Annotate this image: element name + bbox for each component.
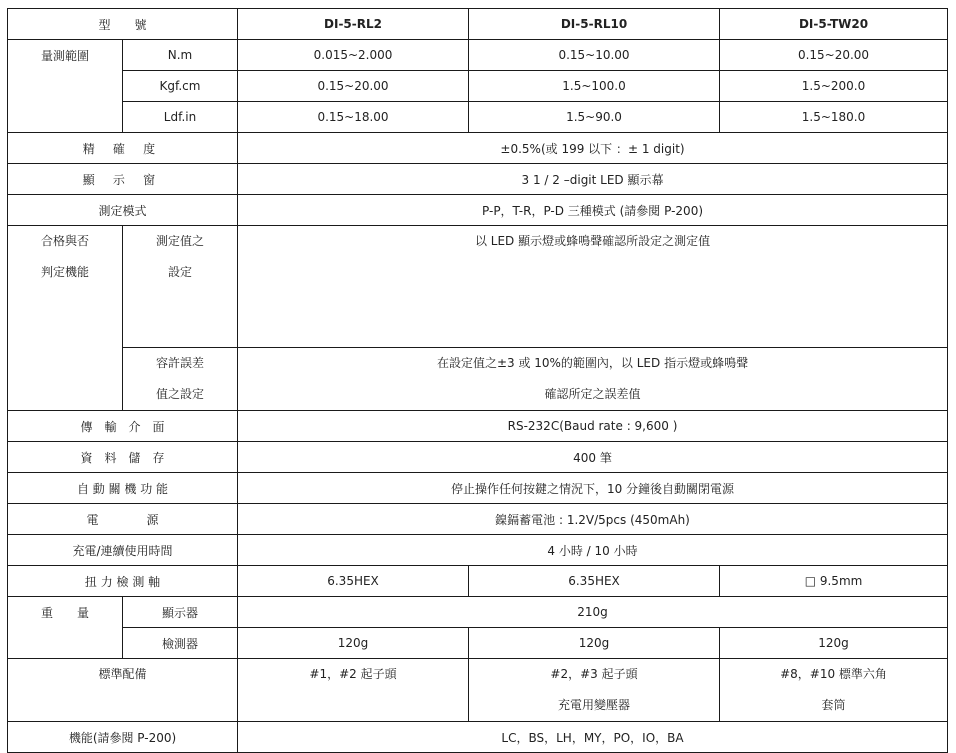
storage-value: 400 筆	[238, 442, 948, 473]
measure-mode-row	[8, 195, 948, 226]
accessories-col1-text: #1，#2 起子頭	[309, 667, 397, 681]
auto-off-value: 停止操作任何按鍵之情況下，10 分鐘後自動關閉電源	[238, 473, 948, 504]
weight-detector-value: 120g	[469, 628, 720, 659]
set-value-value	[238, 226, 948, 348]
header-row	[8, 9, 948, 40]
accessories-col3-line2: 套筒	[821, 698, 846, 712]
accessories-label	[8, 659, 238, 722]
range-value: 0.15~10.00	[469, 40, 720, 71]
functions-value: LC，BS，LH，MY，PO，IO，BA	[238, 722, 948, 753]
set-value-label	[123, 226, 238, 348]
range-value: 0.15~18.00	[238, 102, 469, 133]
range-row-nm	[8, 40, 948, 71]
display-window-value: 3 1 / 2 –digit LED 顯示幕	[238, 164, 948, 195]
tolerance-row	[8, 348, 948, 411]
range-label: 量測範圍	[8, 40, 123, 133]
accessories-col3-line1: #8，#10 標準六角	[780, 667, 887, 681]
charge-time-label: 充電/連續使用時間	[8, 535, 238, 566]
accessories-label-text: 標準配備	[98, 667, 147, 681]
accessories-col2-line2: 充電用變壓器	[558, 698, 631, 712]
weight-detector-value: 120g	[238, 628, 469, 659]
power-value: 鎳鎘蓄電池 : 1.2V/5pcs (450mAh)	[238, 504, 948, 535]
charge-time-row	[8, 535, 948, 566]
range-value: 1.5~200.0	[720, 71, 948, 102]
functions-label: 機能(請參閱 P-200)	[8, 722, 238, 753]
torque-shaft-value: 6.35HEX	[469, 566, 720, 597]
torque-shaft-value: □ 9.5mm	[720, 566, 948, 597]
weight-display-label: 顯示器	[123, 597, 238, 628]
range-value: 1.5~180.0	[720, 102, 948, 133]
weight-label: 重 量	[8, 597, 123, 659]
accessories-col2-line1: #2，#3 起子頭	[550, 667, 638, 681]
range-value: 1.5~90.0	[469, 102, 720, 133]
interface-value: RS-232C(Baud rate : 9,600 )	[238, 411, 948, 442]
set-value-label-line1: 測定值之	[156, 234, 205, 248]
set-value-text: 以 LED 顯示燈或蜂鳴聲確認所設定之測定值	[474, 234, 711, 248]
range-unit-ldf: Ldf.in	[123, 102, 238, 133]
measure-mode-label: 測定模式	[8, 195, 238, 226]
tolerance-value-line2: 確認所定之誤差值	[544, 387, 641, 401]
tolerance-value	[238, 348, 948, 411]
accuracy-value: ±0.5%(或 199 以下 ：± 1 digit)	[238, 133, 948, 164]
accuracy-row	[8, 133, 948, 164]
auto-off-label: 自 動 關 機 功 能	[8, 473, 238, 504]
torque-shaft-row	[8, 566, 948, 597]
weight-display-value: 210g	[238, 597, 948, 628]
storage-label: 資 料 儲 存	[8, 442, 238, 473]
range-unit-nm: N.m	[123, 40, 238, 71]
storage-row	[8, 442, 948, 473]
range-value: 0.15~20.00	[720, 40, 948, 71]
spec-table	[7, 8, 948, 753]
model-tw20: DI-5-TW20	[720, 9, 948, 40]
accessories-col1	[238, 659, 469, 722]
weight-display-row	[8, 597, 948, 628]
range-row-kgf	[8, 71, 948, 102]
functions-row	[8, 722, 948, 753]
torque-shaft-value: 6.35HEX	[238, 566, 469, 597]
model-label: 型 號	[8, 9, 238, 40]
judgement-label	[8, 226, 123, 411]
range-value: 0.15~20.00	[238, 71, 469, 102]
power-row	[8, 504, 948, 535]
power-label: 電 源	[8, 504, 238, 535]
tolerance-value-line1: 在設定值之±3 或 10%的範圍內，以 LED 指示燈或蜂鳴聲	[436, 356, 749, 370]
interface-label: 傳 輸 介 面	[8, 411, 238, 442]
charge-time-value: 4 小時 / 10 小時	[238, 535, 948, 566]
range-value: 1.5~100.0	[469, 71, 720, 102]
accuracy-label: 精 確 度	[8, 133, 238, 164]
weight-detector-row	[8, 628, 948, 659]
judgement-label-line1: 合格與否	[40, 234, 89, 248]
display-window-row	[8, 164, 948, 195]
model-rl10: DI-5-RL10	[469, 9, 720, 40]
weight-detector-label: 檢測器	[123, 628, 238, 659]
range-value: 0.015~2.000	[238, 40, 469, 71]
accessories-row	[8, 659, 948, 722]
torque-shaft-label: 扭 力 檢 測 軸	[8, 566, 238, 597]
tolerance-label-line2: 值之設定	[156, 387, 205, 401]
tolerance-label	[123, 348, 238, 411]
weight-detector-value: 120g	[720, 628, 948, 659]
auto-off-row	[8, 473, 948, 504]
display-window-label: 顯 示 窗	[8, 164, 238, 195]
measure-mode-value: P-P，T-R，P-D 三種模式 (請參閱 P-200)	[238, 195, 948, 226]
accessories-col3	[720, 659, 948, 722]
judgement-row	[8, 226, 948, 348]
range-row-ldf	[8, 102, 948, 133]
set-value-label-line2: 設定	[168, 265, 193, 279]
judgement-label-line2: 判定機能	[40, 265, 89, 279]
model-rl2: DI-5-RL2	[238, 9, 469, 40]
accessories-col2	[469, 659, 720, 722]
range-unit-kgf: Kgf.cm	[123, 71, 238, 102]
tolerance-label-line1: 容許誤差	[156, 356, 205, 370]
interface-row	[8, 411, 948, 442]
